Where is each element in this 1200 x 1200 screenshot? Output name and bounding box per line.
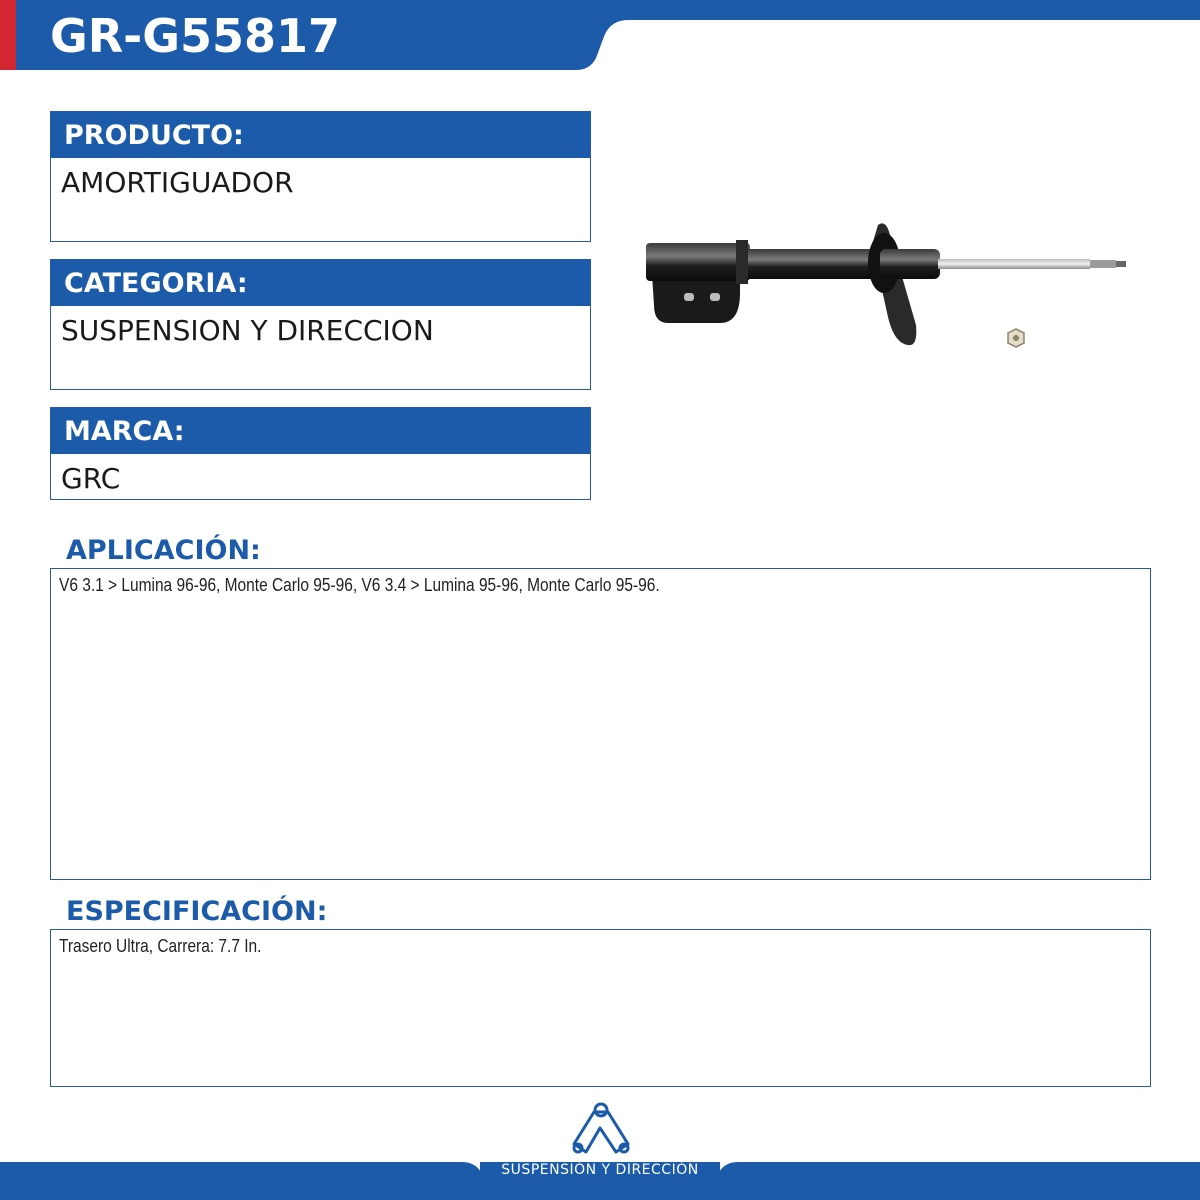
producto-label: PRODUCTO:	[51, 112, 590, 158]
categoria-box	[50, 259, 591, 390]
especificacion-box	[50, 929, 1151, 1087]
aplicacion-text: V6 3.1 > Lumina 96-96, Monte Carlo 95-96, V6 3.4 > Lumina 95-96, Monte Carlo 95-96.	[59, 575, 660, 595]
producto-value: AMORTIGUADOR	[61, 166, 294, 199]
especificacion-title: ESPECIFICACIÓN:	[66, 896, 328, 927]
producto-box	[50, 111, 591, 242]
especificacion-text: Trasero Ultra, Carrera: 7.7 In.	[59, 936, 262, 956]
marca-box	[50, 407, 591, 500]
categoria-label: CATEGORIA:	[51, 260, 590, 306]
categoria-value: SUSPENSION Y DIRECCION	[61, 314, 434, 347]
aplicacion-box	[50, 568, 1151, 880]
marca-label: MARCA:	[51, 408, 590, 454]
control-arm-icon	[566, 1100, 636, 1160]
part-number-title: GR-G55817	[50, 9, 341, 63]
footer-category-label: SUSPENSIÓN Y DIRECCIÓN	[501, 1162, 699, 1178]
shock-absorber-image	[640, 205, 1140, 375]
marca-value: GRC	[61, 462, 121, 495]
aplicacion-title: APLICACIÓN:	[66, 535, 261, 566]
